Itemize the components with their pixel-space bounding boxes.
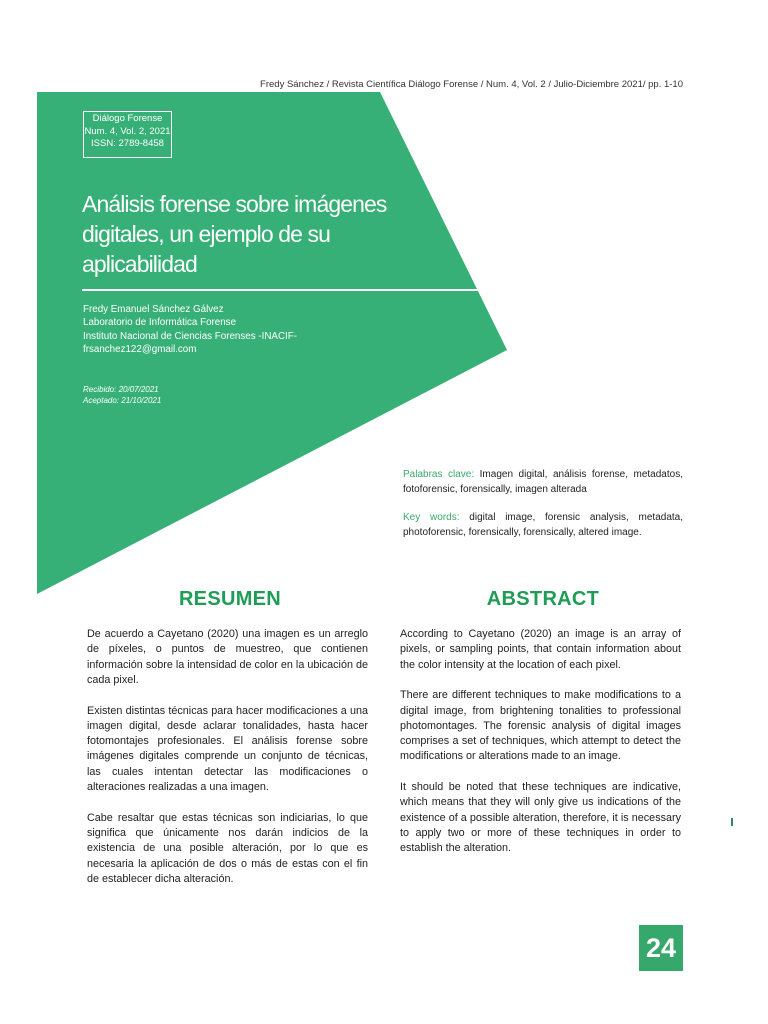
author-email: frsanchez122@gmail.com (83, 344, 197, 356)
keywords-spanish (403, 467, 683, 497)
resumen-paragraph: De acuerdo a Cayetano (2020) una imagen es un arreglo de píxeles, o puntos de muestreo, que contienen información sobre la intensidad de color en la ubicación de cada pixel. (87, 628, 368, 686)
journal-info-box (83, 111, 172, 158)
author-block (83, 303, 383, 357)
keywords-text: Imagen digital, análisis forense, metadatos, fotoforensic, forensically, imagen alterada (403, 469, 683, 495)
resumen-heading: RESUMEN (178, 588, 282, 610)
abstract-paragraph: It should be noted that these techniques are indicative, which means that they will only give us indications of the existence of a possible alteration, therefore, it is necessary to apply two or more of these techniques in order to establish the alteration. (400, 781, 681, 855)
author-lab: Laboratorio de Informática Forense (83, 317, 237, 329)
title-divider (82, 289, 482, 291)
abstract-paragraph: There are different techniques to make modifications to a digital image, from brightening tonalities to professional photomontages. The forensic analysis of digital images comprises a set of techniques, which attempt to detect the modifications or alterations made to an image. (400, 689, 681, 763)
page-number: 24 (639, 925, 683, 971)
received-date: Recibido: 20/07/2021 (83, 385, 159, 394)
journal-name: Diálogo Forense (92, 113, 163, 124)
abstract-paragraph: According to Cayetano (2020) an image is an array of pixels, or sampling points, that contain information about the color intensity at the location of each pixel. (400, 628, 681, 671)
accepted-date: Aceptado: 21/10/2021 (83, 396, 162, 405)
article-title (82, 189, 422, 279)
resumen-paragraph: Existen distintas técnicas para hacer modificaciones a una imagen digital, desde aclarar tonalidades, hasta hacer fotomontajes profesionales. El análisis forense sobre imágenes digitales comprende un conjunto de técnicas, las cuales intentan detectar las modificaciones o alteraciones realizadas a una imagen. (87, 704, 368, 794)
margin-mark (731, 818, 733, 826)
keywords-label: Palabras clave: (403, 469, 475, 480)
keywords-english (403, 510, 683, 540)
journal-issue: Num. 4, Vol. 2, 2021 (84, 125, 171, 137)
keywords-label: Key words: (403, 512, 460, 523)
title-line: digitales, un ejemplo de su (82, 221, 331, 247)
abstract-column (400, 627, 681, 872)
author-name: Fredy Emanuel Sánchez Gálvez (83, 304, 224, 315)
running-head: Fredy Sánchez / Revista Científica Diálogo Forense / Num. 4, Vol. 2 / Julio-Diciembre 2021/ pp. 1-10 (260, 79, 683, 90)
resumen-column (87, 627, 368, 903)
title-line: Análisis forense sobre imágenes (82, 191, 387, 217)
resumen-paragraph: Cabe resaltar que estas técnicas son indiciarias, lo que significa que únicamente nos darán indicios de la existencia de una posible alteración, por lo que es necesaria la aplicación de dos o más de estas con el fin de establecer dicha alteración. (87, 811, 368, 885)
abstract-heading: ABSTRACT (486, 588, 600, 610)
journal-issn: ISSN: 2789-8458 (91, 138, 164, 150)
article-dates (83, 384, 283, 406)
author-institute: Instituto Nacional de Ciencias Forenses -INACIF- (83, 330, 297, 342)
title-line: aplicabilidad (82, 251, 197, 277)
keywords-text: digital image, forensic analysis, metadata, photoforensic, forensically, forensically, altered image. (403, 512, 683, 538)
